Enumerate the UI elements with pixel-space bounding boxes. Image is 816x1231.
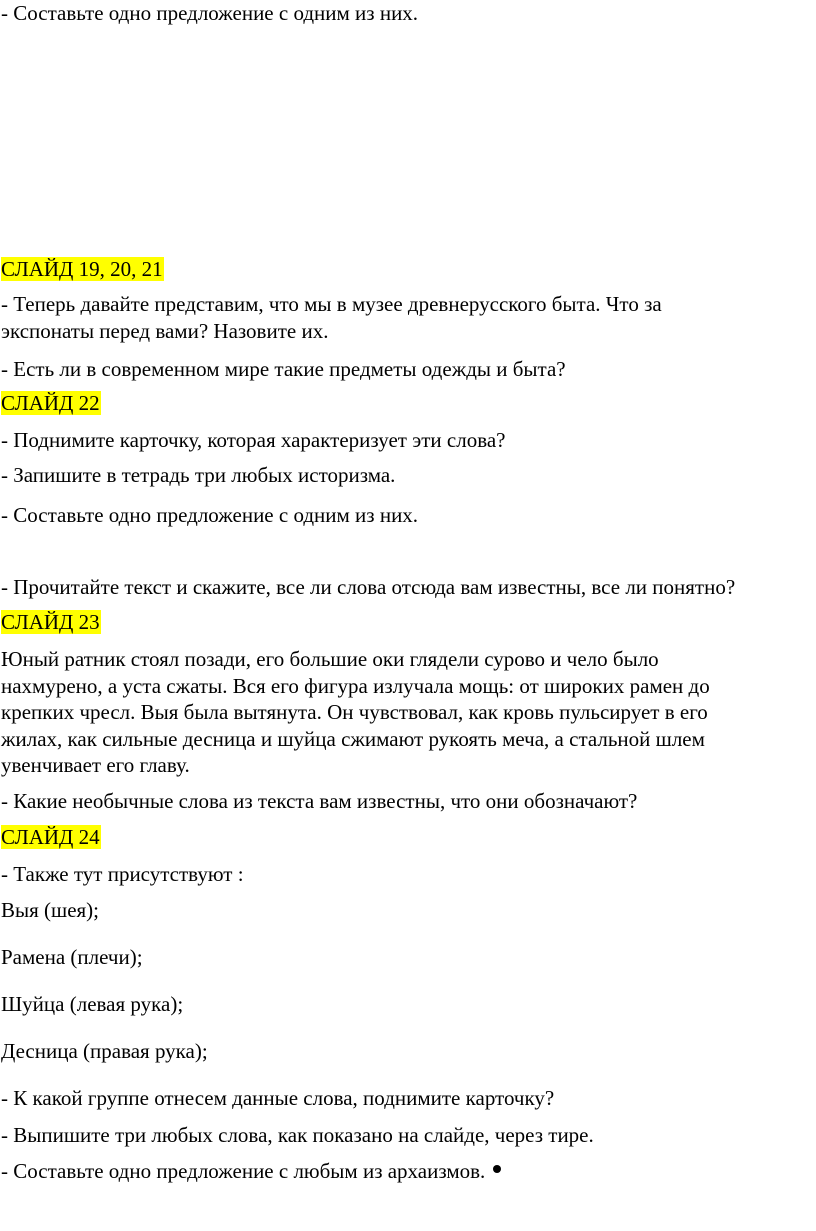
slide-label-23: [1, 609, 101, 635]
instruction-unusual-words: - Какие необычные слова из текста вам известны, что они обозначают?: [1, 789, 638, 813]
instruction-write-three-words: - Выпишите три любых слова, как показано на слайде, через тире.: [1, 1123, 594, 1147]
instruction-read-text: - Прочитайте текст и скажите, все ли слова отсюда вам известны, все ли понятно?: [1, 575, 736, 599]
word-item: Рамена (плечи);: [1, 945, 143, 969]
instruction-write-historisms: - Запишите в тетрадь три любых историзма.: [1, 463, 396, 487]
instruction-raise-card: - Поднимите карточку, которая характеризует эти слова?: [1, 428, 506, 452]
word-item: Выя (шея);: [1, 898, 99, 922]
instruction-modern-world: - Есть ли в современном мире такие предметы одежды и быта?: [1, 357, 566, 381]
instruction-also-present: - Также тут присутствуют :: [1, 862, 244, 886]
slide-label-text: СЛАЙД 22: [1, 391, 100, 415]
bullet-dot-icon: [493, 1165, 501, 1173]
instruction-museum: - Теперь давайте представим, что мы в музее древнерусского быта. Что за экспонаты перед вами? Назовите их.: [1, 292, 662, 343]
instruction-compose-sentence-top: - Составьте одно предложение с одним из них.: [1, 1, 419, 25]
instruction-text: - Составьте одно предложение с любым из архаизмов.: [1, 1159, 486, 1183]
instruction-which-group: - К какой группе отнесем данные слова, поднимите карточку?: [1, 1086, 555, 1110]
slide-label-text: СЛАЙД 24: [1, 825, 100, 849]
instruction-compose-sentence: - Составьте одно предложение с одним из них.: [1, 503, 419, 527]
slide-label-19-20-21: [1, 256, 164, 282]
slide-label-24: [1, 824, 101, 850]
word-item: Шуйца (левая рука);: [1, 992, 184, 1016]
word-item: Десница (правая рука);: [1, 1039, 208, 1063]
slide-label-22: [1, 390, 101, 416]
instruction-compose-archaism: [1, 1158, 501, 1184]
slide-label-text: СЛАЙД 23: [1, 610, 100, 634]
slide-label-text: СЛАЙД 19, 20, 21: [1, 257, 163, 281]
text-passage: Юный ратник стоял позади, его большие оки глядели сурово и чело было нахмурено, а уста сжаты. Вся его фигура излучала мощь: от широких рамен до крепких чресл. Выя была вытянута. Он чувствовал, как кровь пульсирует в его жилах, как сильные десница и шуйца сжимают рукоять меча, а стальной шлем увенчивает его главу.: [1, 647, 710, 777]
